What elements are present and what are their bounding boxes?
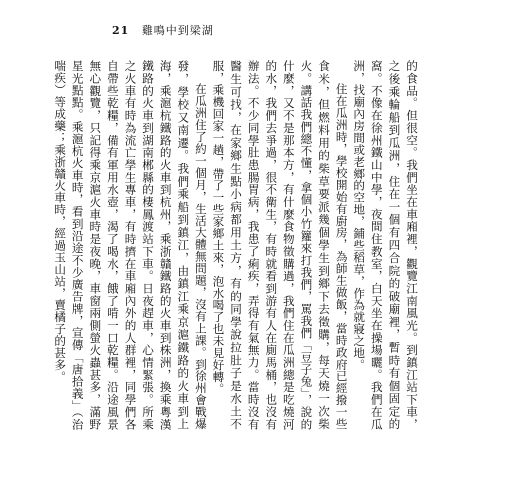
running-title: 雞鳴中到梁湖 (141, 24, 214, 37)
paragraph-1: 的食品。但很空。我們坐在車廂裡，觀覽江南風光。到鎮江站下車，之後乘輪船到瓜洲，住在一個有四合院的破廟裡，暫時有個固定的窩。不像在徐州鐵山中學，夜間住教室，白天坐在操場曬。我們在瓜洲，找廟內房間或老鄉的空地，鋪些稻草，作為就寢之地。 (352, 60, 419, 430)
body-text (53, 60, 420, 430)
paragraph-3: 在瓜洲住了約一個月，生活大體無問題，沒有上課。到徐州會戰爆發，學校又南遷。我們乘船到鎮江，由鎮江乘京滬鐵路的火車到上海，乘滬杭鐵路的火車到杭州，乘浙贛鐵路的火車到株洲，換乘粵漢鐵路的火車到湖南郴縣的棲鳳渡站下車。日夜趕車，心情緊張。所乘之火車有時為流亡學生專車，有時擠在車廂內外的人群裡，同學們各自帶些乾糧，備有軍用水壺，渴了喝水，餓了啃一口乾糧。沿途風景無心觀覽，只記得乘京滬火車時是夜晚，車窗兩側螢火蟲甚多，滿野星光點點。乘滬杭火車時，看到沿途不少廣告牌，宣傳「唐拾義」（治喘疾）等成藥；乘浙贛火車時，經過玉山站，賣橘子的甚多。 (53, 60, 208, 430)
page-header (112, 22, 214, 38)
page-number: 21 (112, 24, 130, 37)
paragraph-2: 住在瓜洲時，學校開始有廚房，為師生做飯，當時政府已經撥一些食米，但燃料用的柴草要派幾個學生到鄉下去徵購，每天燒一次柴火。講話我們總不懂，拿個小竹籮來打我們，罵我們「豆子兔」，說的什麼，又不是那本方，有什麼食物徵購過，我們住在瓜洲總是吃燒河的水，我們去爭過，很不衛生，有時就看到游有人在廁馬桶，也沒有辦法。不少同學肚患腸胃病，我患了痢疾，弄得有氣無力。當時沒有醫生可找，在家鄉生點小病都用土方，有的同學說拉肚子是水土不服，乘機回家一趟，帶了一些家鄉土來，泡水喝了也未見好轉。 (211, 60, 349, 430)
